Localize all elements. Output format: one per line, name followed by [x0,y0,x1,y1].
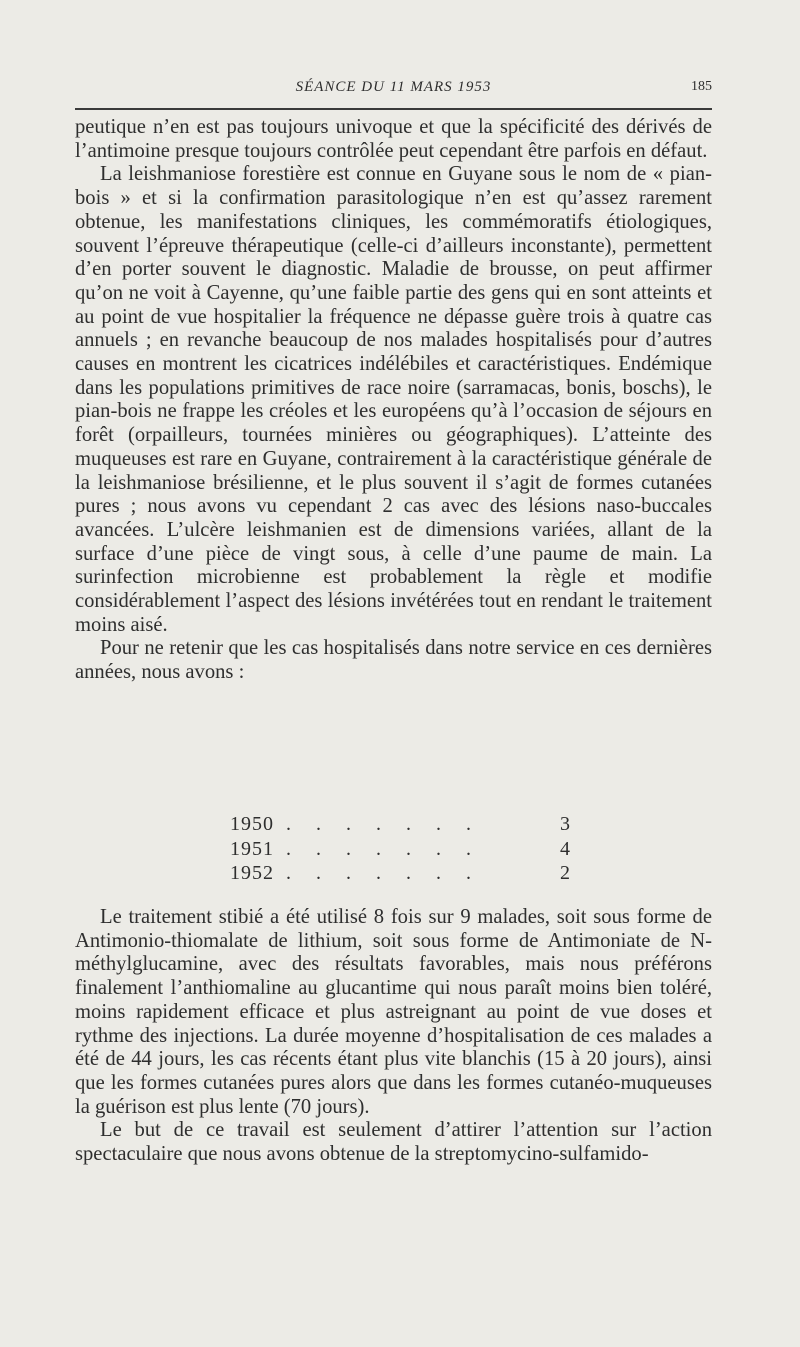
case-count: 4 [560,837,570,860]
case-count: 2 [560,862,570,884]
body-text-top [75,116,712,685]
list-item [230,837,570,862]
header-rule [75,108,712,110]
list-item [230,861,570,886]
leader-dots: . . . . . . . [286,862,481,884]
header-title: SÉANCE DU 11 MARS 1953 [295,79,492,95]
body-text-bottom [75,906,712,1167]
list-item [230,812,570,837]
page-number: 185 [691,79,712,94]
paragraph: Le but de ce travail est seulement d’attirer l’attention sur l’action spectaculaire que nous avons obtenue de la streptomycino-sulfamido- [75,1119,712,1166]
paragraph: Le traitement stibié a été utilisé 8 fois sur 9 malades, soit sous forme de Antimonio-thiomalate de lithium, soit sous forme de Antimoniate de N-méthylglucamine, avec des résultats favorables, mais nous préférons finalement l’anthiomaline au glucantime qui nous paraît moins bien toléré, moins rapidement efficace et plus astreignant au point de vue doses et rythme des injections. La durée moyenne d’hospitalisation de ces malades a été de 44 jours, les cas récents étant plus vite blanchis (15 à 20 jours), ainsi que les formes cutanées pures alors que dans les formes cutanéo-muqueuses la guérison est plus lente (70 jours). [75,906,712,1118]
leader-dots: . . . . . . . [286,813,481,835]
running-header [75,79,712,103]
case-count: 3 [560,813,570,835]
year: 1950 [230,813,274,835]
paragraph-continuation: peutique n’en est pas toujours univoque et que la spécificité des dérivés de l’antimoine presque toujours contrôlée peut cependant être parfois en défaut. [75,116,712,162]
cases-per-year-list [230,812,570,886]
year: 1951 [230,837,274,860]
year: 1952 [230,862,274,884]
paragraph: La leishmaniose forestière est connue en Guyane sous le nom de « pian-bois » et si la confirmation parasitologique n’en est qu’assez rarement obtenue, les manifestations cliniques, les commémoratifs étiologiques, souvent l’épreuve thérapeutique (celle-ci d’ailleurs inconstante), permettent d’en porter souvent le diagnostic. Maladie de brousse, on peut affirmer qu’on ne voit à Cayenne, qu’une faible partie des gens qui en sont atteints et au point de vue hospitalier la fréquence ne dépasse guère trois à quatre cas annuels ; en revanche beaucoup de nos malades hospitalisés pour d’autres causes en montrent les cicatrices indélébiles et caractéristiques. Endémique dans les populations primitives de race noire (sarramacas, bonis, boschs), le pian-bois ne frappe les créoles et les européens qu’à l’occasion de séjours en forêt (orpailleurs, tournées minières ou géographiques). L’atteinte des muqueuses est rare en Guyane, contrairement à la caractéristique générale de la leishmaniose brésilienne, et le plus souvent il s’agit de formes cutanées pures ; nous avons vu cependant 2 cas avec des lésions naso-buccales avancées. L’ulcère leishmanien est de dimensions variées, allant de la surface d’une pièce de vingt sous, à celle d’une paume de main. La surinfection microbienne est probablement la règle et modifie considérablement l’aspect des lésions invétérées tout en rendant le traitement moins aisé. [75,163,712,636]
leader-dots: . . . . . . . [286,837,481,860]
paragraph: Pour ne retenir que les cas hospitalisés dans notre service en ces dernières années, nous avons : [75,637,712,684]
